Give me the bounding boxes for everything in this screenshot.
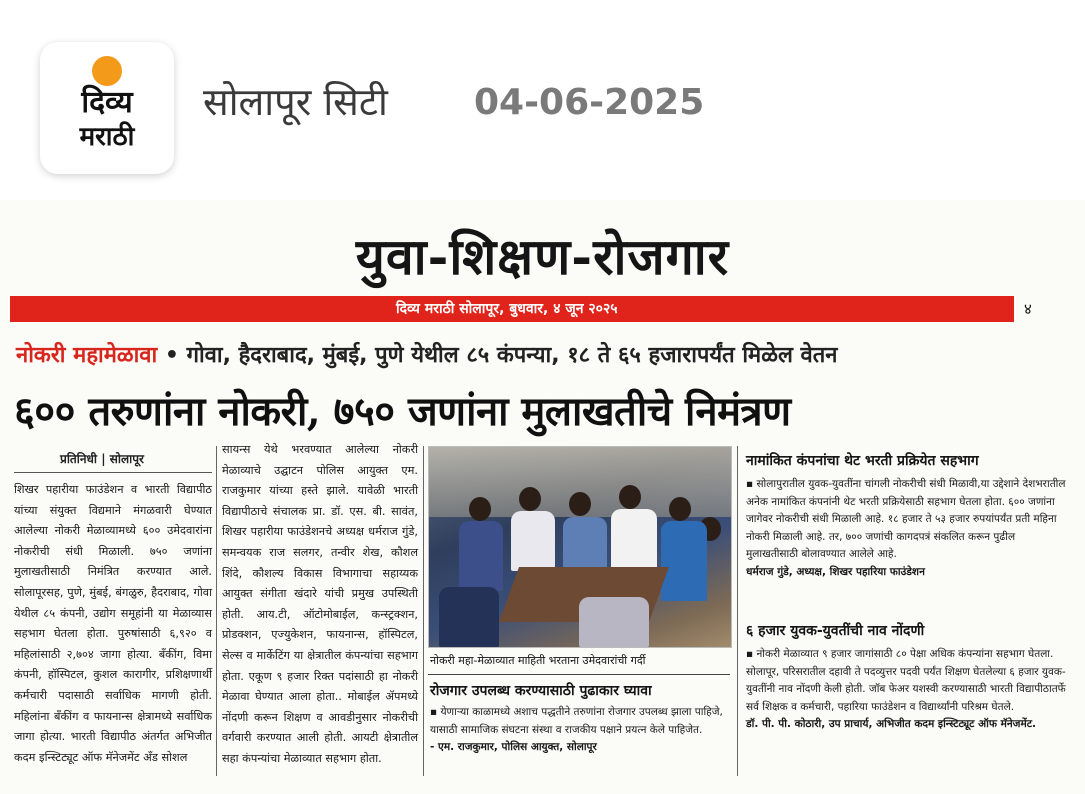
person — [619, 485, 641, 509]
person — [511, 511, 555, 571]
side-box-heading-2: ६ हजार युवक-युवतींची नाव नोंदणी — [746, 623, 925, 639]
page-number: ४ — [1024, 300, 1032, 318]
quote-box-text — [430, 704, 728, 757]
column-divider — [737, 446, 738, 776]
headline: ६०० तरुणांना नोकरी, ७५० जणांना मुलाखतीचे निमंत्रण — [14, 388, 791, 435]
side-text-2: ▪ नोकरी मेळाव्यात ९ हजार जागांसाठी ८० पेक्षा अधिक कंपन्यांना सहभाग घेतला. सोलापूर, परिसरातील दहावी ते पदव्युत्तर पदवी पर्यंत शिक्षण घेतलेल्या ६ हजार युवक-युवतींनी नाव नोंदणी केली होती. जॉब फेअर यशस्वी करण्यासाठी भारती विद्यापीठातर्फे सर्व शिक्षक व कर्मचारी, पहारिया फाउंडेशन व विद्यार्थ्यांनी परिश्रम घेतले. — [746, 648, 1066, 713]
edition-title: सोलापूर सिटी — [203, 80, 388, 124]
person — [469, 497, 491, 521]
edition-date: 04-06-2025 — [474, 82, 705, 123]
divider — [428, 674, 730, 675]
person — [611, 509, 657, 573]
person — [569, 492, 591, 516]
person — [519, 487, 541, 511]
divya-marathi-logo[interactable] — [40, 42, 174, 174]
column-divider — [216, 446, 217, 776]
article-column-2: सायन्स येथे भरवण्यात आलेल्या नोकरी मेळाव्याचे उद्घाटन पोलिस आयुक्त एम. राजकुमार यांच्या हस्ते झाले. यावेळी भारती विद्यापीठाचे संचालक प्रा. डॉ. एस. बी. सावंत, शिखर पहारीया फाउंडेशनचे अध्यक्ष धर्मराज गुंडे, समन्वयक राज सलगर, तन्वीर शेख, कौशल शिंदे, कौशल्य विकास विभागाचा सहाय्यक आयुक्त संगीता खंदारे यांची प्रमुख उपस्थिती होती. आय.टी, ऑटोमोबाईल, कन्स्ट्रक्शन, प्रोडक्शन, एज्युकेशन, फायनान्स, हॉस्पिटल, सेल्स व मार्केटिंग या क्षेत्रातील कंपन्यांचा सहभाग होता. एकूण ९ हजार रिक्त पदांसाठी हा नोकरी मेळावा घेण्यात आला होता.. मोबाईल ॲपमध्ये नोंदणी करून शिक्षण व आवडीनुसार नोकरीची वर्गवारी करण्यात आली होती. आयटी क्षेत्रातील सहा कंपन्यांचा मेळाव्यात सहभाग होता. — [222, 443, 418, 765]
logo-line1: दिव्य — [81, 85, 133, 120]
person — [661, 521, 707, 601]
quote-author: - एम. राजकुमार, पोलिस आयुक्त, सोलापूर — [430, 741, 597, 754]
quote-text: ▪ येणाऱ्या काळामध्ये अशाच पद्धतीने तरुणांना रोजगार उपलब्ध झाला पाहिजे, यासाठी सामाजिक संघटना संस्था व राजकीय पक्षाने प्रयत्न केले पाहिजेत. — [430, 706, 723, 736]
side-text: ▪ सोलापुरातील युवक-युवतींना चांगली नोकरीची संधी मिळावी,या उद्देशाने देशभरातील अनेक नामांकित कंपनांनी थेट भरती प्रक्रियेसाठी सहभाग घेतला होता. ६०० जणांना जागेवर नोकरीची संधी मिळाली आहे. १८ हजार ते ५३ हजार रुपयांपर्यंत प्रती महिना नोकरी मिळाली आहे. तर, ७०० जणांची कागदपत्रं संकलित करून पुढील मुलाखतीसाठी बोलावण्यात आलेले आहे. — [746, 478, 1066, 561]
sun-icon — [92, 56, 122, 86]
side-author-2: डॉ. पी. पी. कोठारी, उप प्राचार्य, अभिजीत कदम इन्स्टिट्यूट ऑफ मॅनेजमेंट. — [746, 718, 1037, 731]
side-box-text — [746, 476, 1070, 582]
section-title: युवा-शिक्षण-रोजगार — [355, 227, 730, 286]
app-header — [0, 0, 1085, 200]
column-divider — [423, 446, 424, 776]
person — [669, 497, 691, 521]
logo-line2: मराठी — [79, 122, 135, 152]
article-column-1: शिखर पहारीया फाउंडेशन व भारती विद्यापीठ यांच्या संयुक्त विद्यमाने मंगळवारी घेण्यात आलेल्या नोकरी मेळाव्यामध्ये ६०० उमेदवारांना नोकरीची संधी मिळाली. ७५० जणांना मुलाखतीसाठी निमंत्रित करण्यात आले. सोलापूरसह, पुणे, मुंबई, बंगळुरु, हैदराबाद, गोवा येथील ८५ कंपनी, उद्योग समूहांनी या मेळाव्यास सहभाग घेतला होता. पुरुषांसाठी ६,९२० व महिलांसाठी २,७०४ जागा होत्या. बँकींग, विमा कंपनी, हॉस्पिटल, कुशल कारागीर, प्रशिक्षणार्थी कर्मचारी पदासाठी सर्वाधिक मागणी होती. महिलांना बँकींग व फायनान्स क्षेत्रामध्ये सर्वाधिक जागा होत्या. भारती विद्यापीठ अंतर्गत अभिजीत कदम इन्स्टिट्यूट ऑफ मॅनेजमेंट अँड सोशल — [14, 483, 212, 764]
kicker — [16, 340, 838, 372]
job-fair-photo — [428, 446, 732, 648]
person — [459, 521, 503, 591]
divider — [14, 472, 212, 473]
person — [563, 517, 607, 571]
side-box-heading: नामांकित कंपनांचा थेट भरती प्रक्रियेत सहभाग — [746, 453, 979, 469]
person — [579, 597, 649, 647]
kicker-label: नोकरी महामेळावा — [16, 343, 158, 368]
side-box-text-2 — [746, 646, 1070, 734]
person — [439, 587, 499, 647]
photo-caption: नोकरी महा-मेळाव्यात माहिती भरताना उमेदवारांची गर्दी — [430, 654, 646, 667]
side-author: धर्मराज गुंडे, अध्यक्ष, शिखर पहारिया फाउंडेशन — [746, 565, 925, 578]
dateline-text: दिव्य मराठी सोलापूर, बुधवार, ४ जून २०२५ — [396, 301, 618, 317]
quote-box-heading: रोजगार उपलब्ध करण्यासाठी पुढाकार घ्यावा — [430, 683, 652, 699]
byline: प्रतिनिधी | सोलापूर — [60, 452, 144, 466]
kicker-text: • गोवा, हैदराबाद, मुंबई, पुणे येथील ८५ कंपन्या, १८ ते ६५ हजारापर्यंत मिळेल वेतन — [164, 343, 838, 368]
